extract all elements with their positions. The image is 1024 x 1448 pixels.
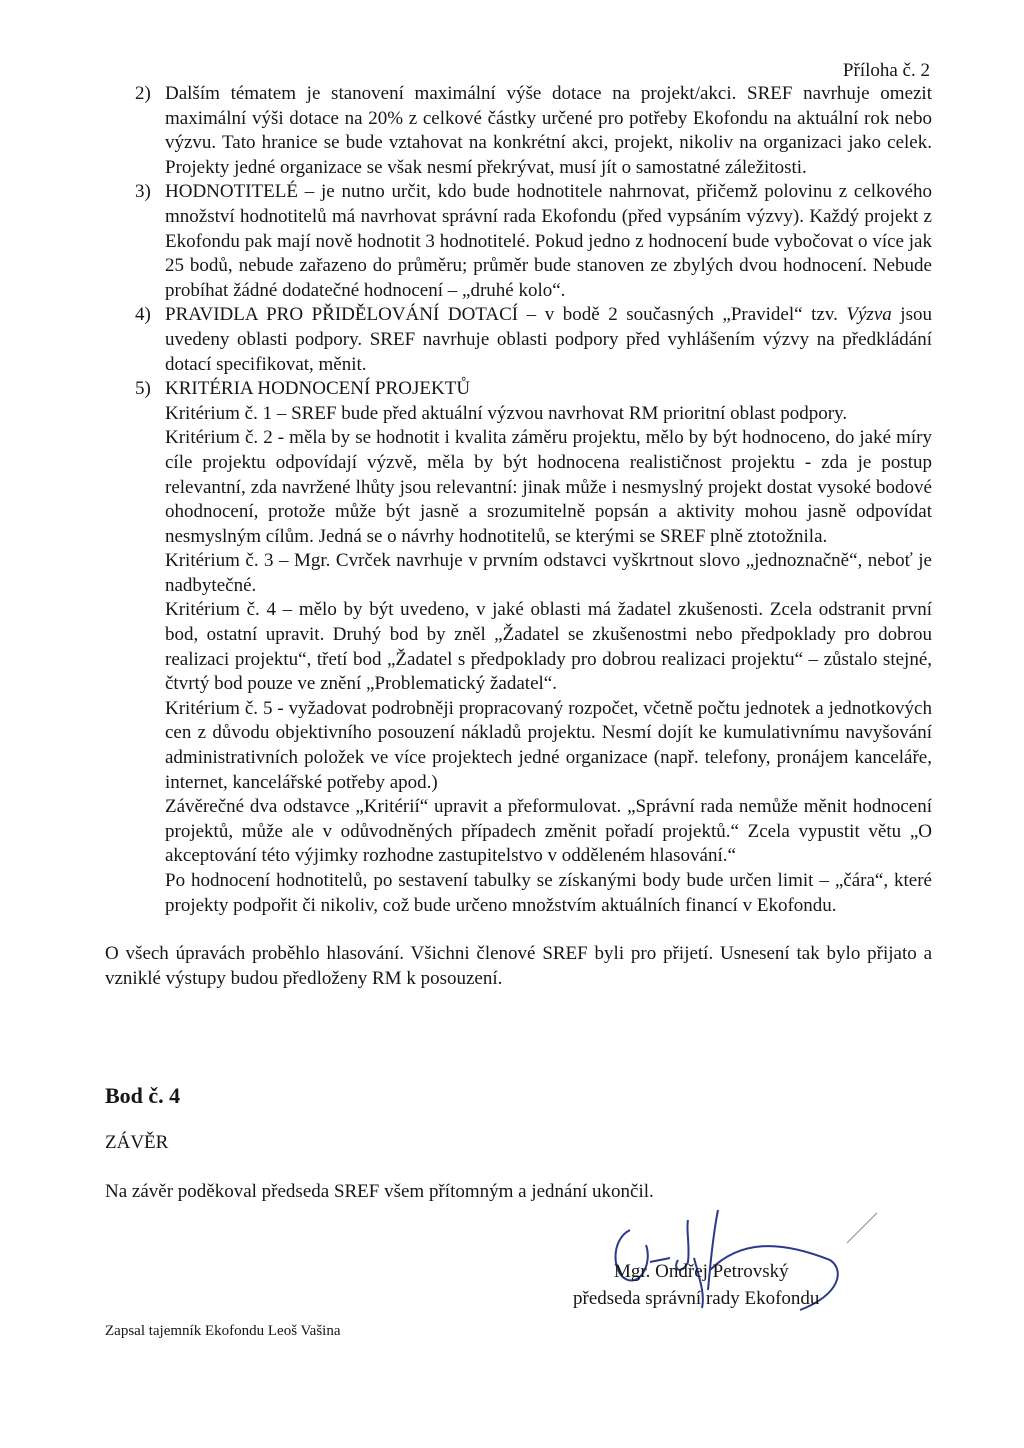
item-number: 4): [135, 304, 151, 326]
list-item: [105, 303, 932, 377]
list-item: [105, 180, 932, 303]
item-text-italic: Výzva: [846, 304, 892, 326]
criterion-paragraph: Závěrečné dva odstavce „Kritérií“ upravit a přeformulovat. „Správní rada nemůže měnit hodnocení projektů, může ale v odůvodněných případech změnit pořadí projektů.“ Zcela vypustit větu „O akceptování této výjimky rozhodne zastupitelstvo v odděleném hlasování.“: [165, 796, 932, 867]
criterion-paragraph: Po hodnocení hodnotitelů, po sestavení tabulky se získanými body bude určen limit – „čára“, které projekty podpořit či nikoliv, což bude určeno množstvím aktuálních financí v Ekofondu.: [165, 870, 932, 916]
item-number: 3): [135, 181, 151, 203]
list-item: [105, 82, 932, 180]
criterion-paragraph: Kritérium č. 5 - vyžadovat podrobněji propracovaný rozpočet, včetně počtu jednotek a jednotkových cen z důvodu objektivního posouzení nákladů projektu. Nesmí dojít ke kumulativnímu navyšování administrativních položek ve více projektech jedné organizace (např. telefony, pronájem kanceláře, internet, kancelářské potřeby apod.): [165, 697, 932, 793]
recorded-by: Zapsal tajemník Ekofondu Leoš Vašina: [105, 1323, 341, 1339]
signatory-name: Mgr. Ondřej Petrovský: [614, 1261, 789, 1282]
closing-text: Na závěr poděkoval předseda SREF všem přítomným a jednání ukončil.: [105, 1181, 654, 1202]
annex-label: Příloha č. 2: [842, 60, 930, 81]
list-item: [105, 377, 932, 918]
signatory-role: předseda správní rady Ekofondu: [573, 1288, 820, 1309]
document-body: [105, 82, 932, 991]
criterion-paragraph: Kritérium č. 4 – mělo by být uvedeno, v jaké oblasti má žadatel zkušenosti. Zcela odstranit první bod, ostatní upravit. Druhý bod by zněl „Žadatel se zkušenostmi nebo předpoklady pro dobrou realizaci projektu“, třetí bod „Žadatel s předpoklady pro dobrou realizaci projektu“ – zůstalo stejné, čtvrtý bod pouze ve znění „Problematický žadatel“.: [165, 599, 932, 695]
zaver-heading: ZÁVĚR: [105, 1132, 169, 1153]
item-text: Dalším tématem je stanovení maximální výše dotace na projekt/akci. SREF navrhuje omezit maximální výši dotace na 20% z celkové částky určené pro potřeby Ekofondu na aktuální rok nebo výzvu. Tato hranice se bude vztahovat na konkrétní akci, projekt, nikoliv na organizaci jako celek. Projekty jedné organizace se však nesmí překrývat, musí jít o samostatné záležitosti.: [165, 83, 932, 178]
criterion-paragraph: Kritérium č. 2 - měla by se hodnotit i kvalita záměru projektu, mělo by být hodnoceno, do jaké míry cíle projektu odpovídají výzvě, měla by být hodnocena realističnost projektu - zda je postup relevantní, zda navržené lhůty jsou relevantní: jinak může i nesmyslný projekt dostat vysoké bodové ohodnocení, protože může být jasně a srozumitelně popsán a aktivity mohou jasně odpovídat nesmyslným cílům. Jedná se o návrhy hodnotitelů, se kterými se SREF plně ztotožnila.: [165, 427, 932, 547]
item-number: 2): [135, 83, 151, 104]
criterion-paragraph: Kritérium č. 3 – Mgr. Cvrček navrhuje v prvním odstavci vyškrtnout slovo „jednoznačně“, neboť je nadbytečné.: [165, 550, 932, 596]
vote-paragraph: O všech úpravách proběhlo hlasování. Všichni členové SREF byli pro přijetí. Usnesení tak bylo přijato a vzniklé výstupy budou předloženy RM k posouzení.: [105, 943, 932, 989]
item-text: HODNOTITELÉ – je nutno určit, kdo bude hodnotitele nahrnovat, přičemž polovinu z celkového množství hodnotitelů má navrhovat správní rada Ekofondu (před vypsáním výzvy). Každý projekt z Ekofondu pak mají nově hodnotit 3 hodnotitelé. Pokud jedno z hodnocení bude vybočovat o více jak 25 bodů, nebude zařazeno do průměru; průměr bude stanoven ze zbylých dvou hodnocení. Nebude probíhat žádné dodatečné hodnocení – „druhé kolo“.: [165, 181, 932, 301]
criterion-paragraph: Kritérium č. 1 – SREF bude před aktuální výzvou navrhovat RM prioritní oblast podpory.: [165, 402, 848, 424]
pen-stroke-mark: [842, 1208, 882, 1248]
item-number: 5): [135, 378, 151, 400]
bod-heading: Bod č. 4: [105, 1083, 181, 1108]
item-text-before: PRAVIDLA PRO PŘIDĚLOVÁNÍ DOTACÍ – v bodě 2 současných „Pravidel“ tzv.: [165, 304, 847, 326]
criteria-heading: KRITÉRIA HODNOCENÍ PROJEKTŮ: [165, 378, 471, 400]
item-text-after: jsou uvedeny oblasti podpory. SREF navrhuje oblasti podpory před vyhlášením výzvy na předkládání dotací specifikovat, měnit.: [165, 304, 932, 375]
agenda-items-list: [105, 82, 932, 918]
